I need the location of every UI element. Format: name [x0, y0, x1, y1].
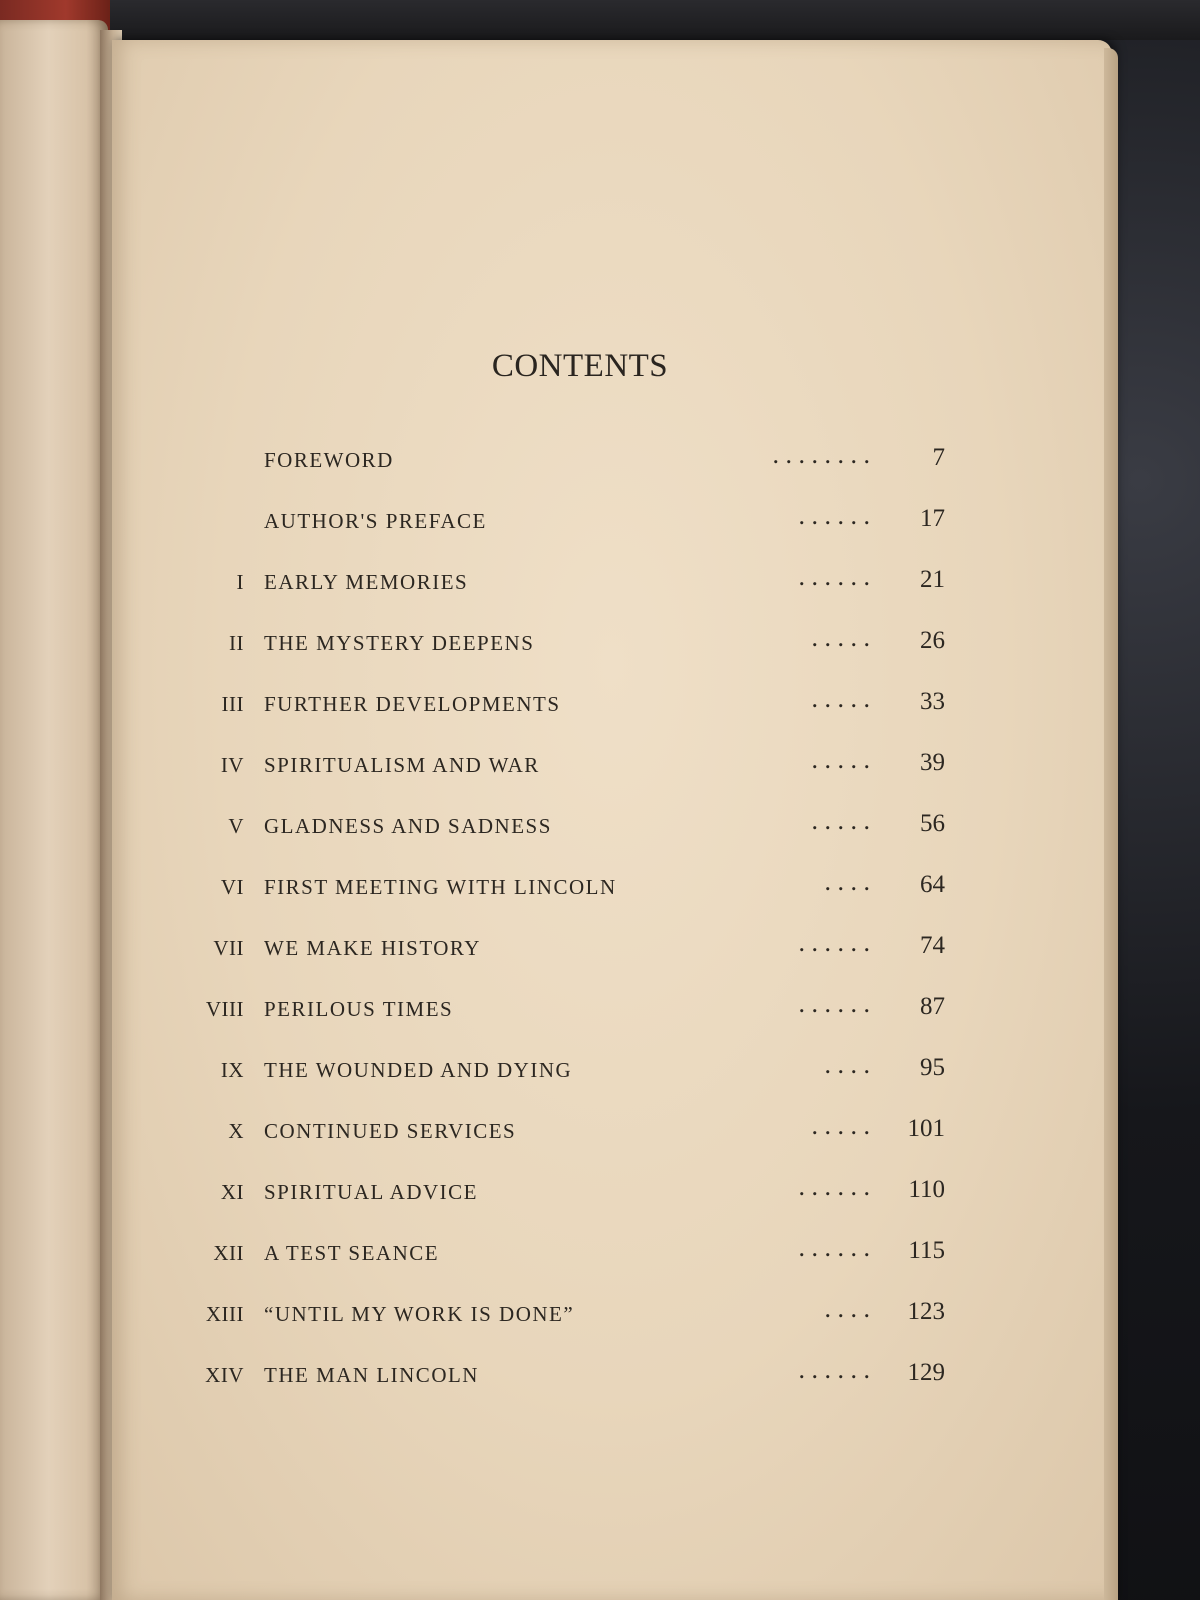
dot-leader: . . . . . .	[798, 562, 870, 591]
page-number: 17	[920, 505, 945, 532]
chapter-title: THE WOUNDED AND DYING	[264, 1058, 573, 1082]
chapter-number: XIII	[205, 1302, 244, 1326]
chapter-number: VII	[213, 936, 244, 960]
toc-entry	[180, 552, 970, 613]
toc-entry	[180, 1162, 970, 1223]
dot-leader: . . . . . .	[798, 1233, 870, 1262]
chapter-number: XII	[213, 1241, 244, 1265]
toc-entry	[180, 1284, 970, 1345]
dot-leader: . . . .	[824, 1294, 870, 1323]
chapter-title: FOREWORD	[264, 448, 394, 472]
chapter-title: “UNTIL MY WORK IS DONE”	[264, 1302, 575, 1326]
page-title: CONTENTS	[491, 348, 669, 384]
chapter-title: THE MAN LINCOLN	[264, 1363, 479, 1387]
background-top	[0, 0, 1200, 40]
toc-entry	[180, 979, 970, 1040]
chapter-title: FURTHER DEVELOPMENTS	[264, 692, 561, 716]
chapter-title: AUTHOR'S PREFACE	[264, 509, 487, 533]
chapter-number: II	[229, 631, 244, 655]
page-edge	[1104, 48, 1118, 1600]
chapter-title: FIRST MEETING WITH LINCOLN	[264, 875, 617, 899]
toc-entry	[180, 1223, 970, 1284]
toc-entry	[180, 918, 970, 979]
page-number: 64	[920, 871, 945, 898]
dot-leader: . . . . .	[811, 1111, 870, 1140]
chapter-title: SPIRITUAL ADVICE	[264, 1180, 478, 1204]
toc-entry	[180, 857, 970, 918]
dot-leader: . . . .	[824, 1050, 870, 1079]
chapter-title: CONTINUED SERVICES	[264, 1119, 517, 1143]
toc-entry	[180, 1040, 970, 1101]
page-number: 129	[907, 1359, 945, 1386]
chapter-number: XI	[220, 1180, 244, 1204]
toc-entry	[180, 491, 970, 552]
page-number: 95	[920, 1054, 945, 1081]
toc-entry	[180, 1101, 970, 1162]
toc-entry	[180, 613, 970, 674]
page-number: 33	[920, 688, 945, 715]
page-number: 123	[907, 1298, 945, 1325]
chapter-number: IX	[220, 1058, 244, 1082]
dot-leader: . . . . . .	[798, 1172, 870, 1201]
left-page	[0, 20, 108, 1600]
chapter-number: VI	[220, 875, 244, 899]
chapter-title: SPIRITUALISM AND WAR	[264, 753, 540, 777]
chapter-number: VIII	[205, 997, 244, 1021]
dot-leader: . . . . .	[811, 806, 870, 835]
page-number: 87	[920, 993, 945, 1020]
page-number: 56	[920, 810, 945, 837]
page-number: 7	[932, 444, 945, 471]
page-number: 74	[920, 932, 945, 959]
dot-leader: . . . . .	[811, 623, 870, 652]
chapter-title: WE MAKE HISTORY	[264, 936, 481, 960]
page-number: 26	[920, 627, 945, 654]
dot-leader: . . . . .	[811, 684, 870, 713]
toc-entry	[180, 735, 970, 796]
chapter-title: THE MYSTERY DEEPENS	[264, 631, 535, 655]
table-of-contents	[180, 430, 970, 1406]
page-number: 39	[920, 749, 945, 776]
dot-leader: . . . . . .	[798, 928, 870, 957]
toc-entry	[180, 1345, 970, 1406]
chapter-title: EARLY MEMORIES	[264, 570, 469, 594]
chapter-number: III	[221, 692, 244, 716]
page-number: 21	[920, 566, 945, 593]
chapter-number: XIV	[205, 1363, 244, 1387]
dot-leader: . . . . . . . .	[772, 440, 870, 469]
chapter-title: A TEST SEANCE	[264, 1241, 440, 1265]
chapter-number: I	[236, 570, 244, 594]
toc-entry	[180, 674, 970, 735]
chapter-number: X	[228, 1119, 244, 1143]
chapter-title: PERILOUS TIMES	[264, 997, 454, 1021]
chapter-title: GLADNESS AND SADNESS	[264, 814, 552, 838]
dot-leader: . . . . . .	[798, 1355, 870, 1384]
page-number: 115	[908, 1237, 945, 1264]
dot-leader: . . . . . .	[798, 989, 870, 1018]
chapter-number: IV	[220, 753, 244, 777]
toc-entry	[180, 430, 970, 491]
toc-entry	[180, 796, 970, 857]
dot-leader: . . . . . .	[798, 501, 870, 530]
page-number: 101	[907, 1115, 945, 1142]
dot-leader: . . . .	[824, 867, 870, 896]
dot-leader: . . . . .	[811, 745, 870, 774]
page-number: 110	[908, 1176, 945, 1203]
chapter-number: V	[228, 814, 244, 838]
